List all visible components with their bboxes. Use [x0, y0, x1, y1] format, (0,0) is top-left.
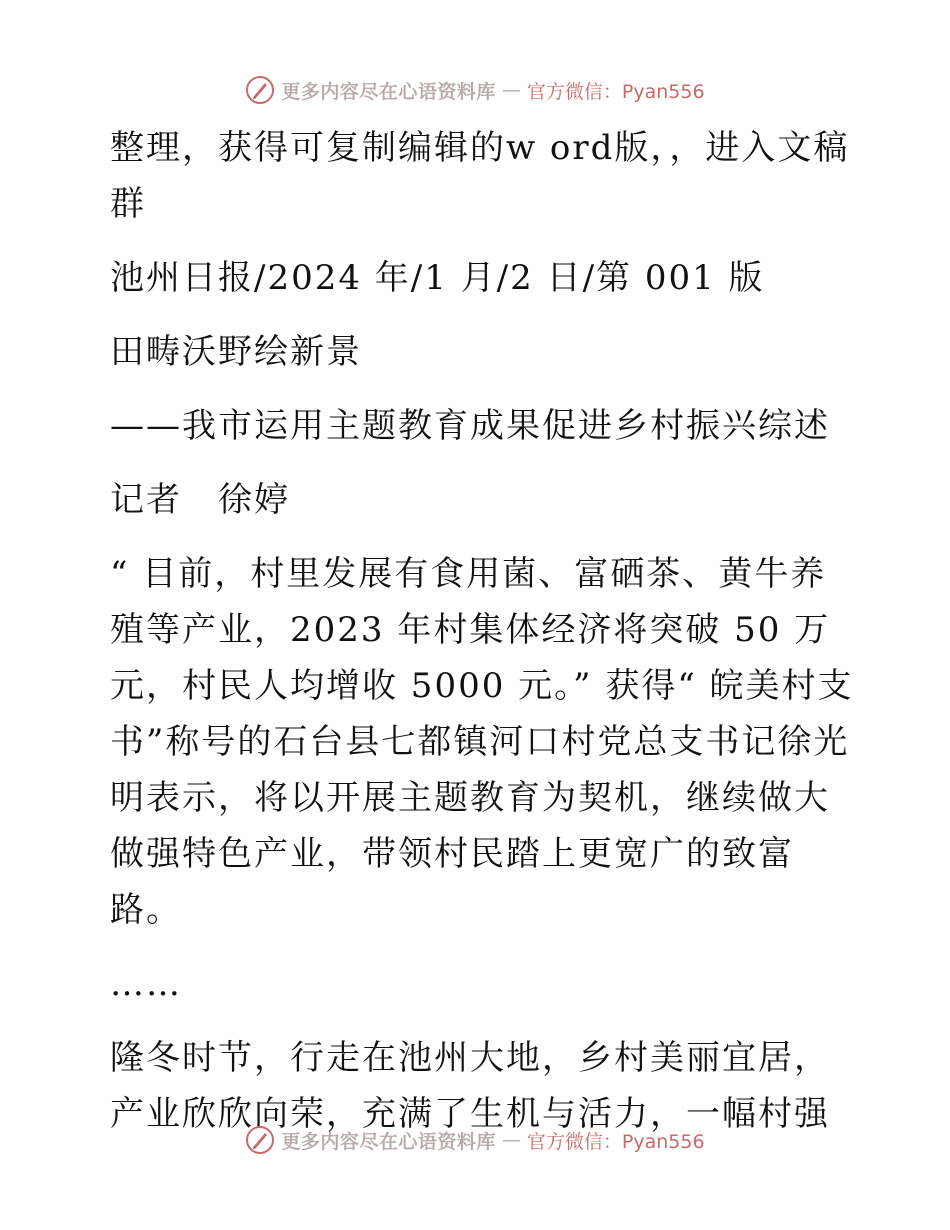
quill-pen-logo-icon	[245, 1125, 275, 1155]
paragraph-1: “ 目前，村里发展有食用菌、富硒茶、黄牛养殖等产业，2023 年村集体经济将突破 50 万元，村民人均增收 5000 元。” 获得“ 皖美村支书”称号的石台县七都镇河口村党总支书记徐光明表示，将以开展主题教育为契机，继续做大做强特色产业，带领村民踏上更宽广的致富路。	[110, 554, 854, 930]
ellipsis: ……	[110, 964, 182, 1004]
watermark-separator: —	[501, 1129, 521, 1151]
byline: 记者 徐婷	[110, 480, 290, 520]
headline: 田畴沃野绘新景	[110, 332, 362, 372]
watermark-separator: —	[501, 79, 521, 101]
subheadline: ——我市运用主题教育成果促进乡村振兴综述	[110, 406, 830, 446]
watermark-footer	[0, 1120, 950, 1160]
watermark-text: 更多内容尽在心语资料库	[281, 80, 496, 103]
watermark-account: 官方微信：Pyan556	[526, 1130, 705, 1153]
quill-pen-logo-icon	[245, 75, 275, 105]
source-line: 池州日报/2024 年/1 月/2 日/第 001 版	[110, 258, 765, 298]
watermark-account: 官方微信：Pyan556	[526, 80, 705, 103]
paragraph-2: 隆冬时节，行走在池州大地，乡村美丽宜居，产业欣欣向荣，充满了生机与活力，一幅村强	[110, 1038, 830, 1134]
watermark-text: 更多内容尽在心语资料库	[281, 1130, 496, 1153]
document-body	[96, 120, 856, 1160]
watermark-header	[0, 70, 950, 110]
intro-text: 整理，获得可复制编辑的w ord版，，进入文稿群	[110, 128, 850, 224]
